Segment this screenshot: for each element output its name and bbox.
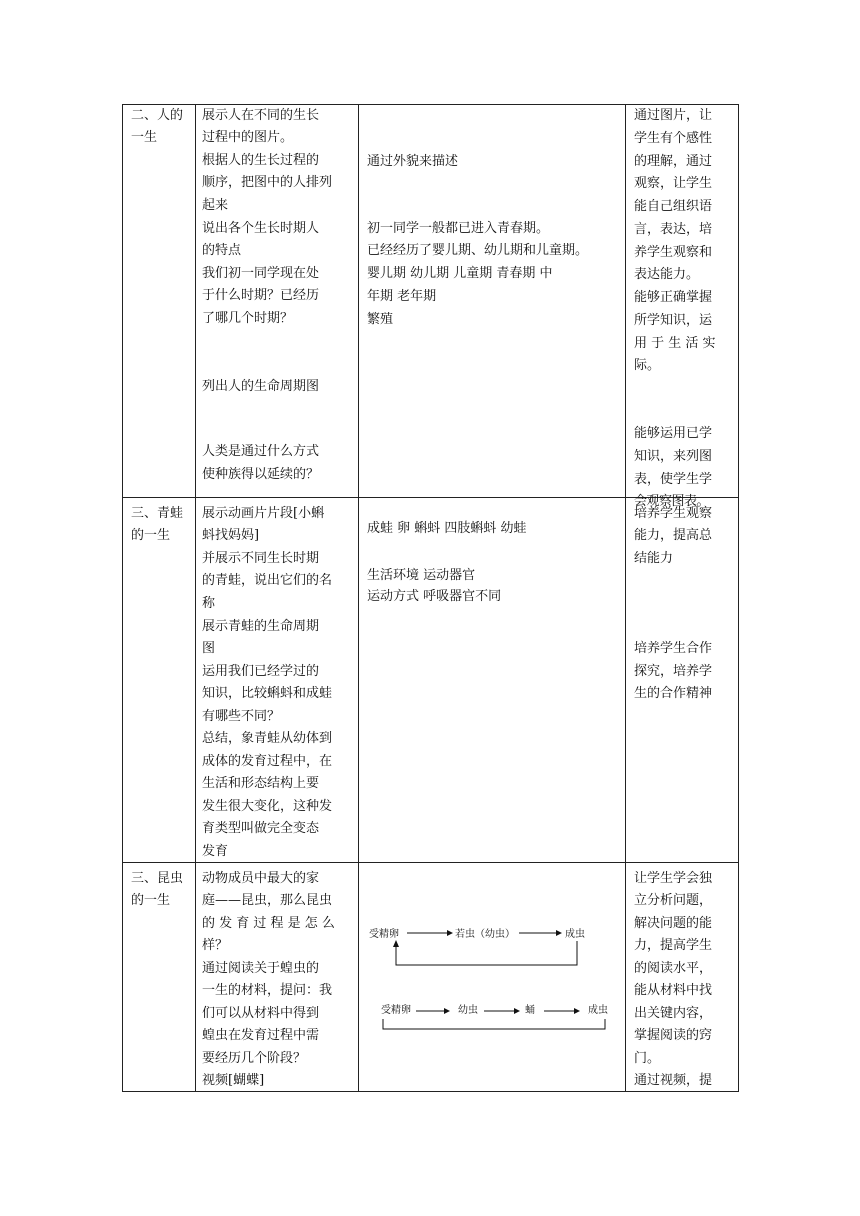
text-line: 过程中的图片。 xyxy=(202,130,294,145)
text-line: 通过视频，提 xyxy=(634,1073,713,1088)
text-line: 展示人在不同的生长 xyxy=(202,108,320,123)
insect-development-diagrams xyxy=(359,863,626,1091)
text-line: 培养学生合作 xyxy=(634,641,713,656)
text-line: 起来 xyxy=(202,198,229,213)
text-line: 有哪些不同？ xyxy=(202,709,281,724)
text-line: 能力，提高总 xyxy=(634,528,713,543)
text-line: 的理解，通过 xyxy=(634,154,713,169)
text-line: 际。 xyxy=(634,358,661,373)
text-line: 言，表达，培 xyxy=(634,222,713,237)
student-activity-cell xyxy=(359,863,626,1092)
arrow-head xyxy=(514,1008,520,1014)
arrow-head xyxy=(447,930,453,936)
text-line: 了哪几个时期？ xyxy=(202,311,294,326)
text-line: 已经经历了婴儿期、幼儿期和儿童期。 xyxy=(367,243,589,258)
text-line: 知识，比较蝌蚪和成蛙 xyxy=(202,686,333,701)
complete-metamorphosis-diagram xyxy=(381,1003,608,1029)
section-title: 三、青蛙 xyxy=(131,506,184,521)
text-line: 门。 xyxy=(634,1051,661,1066)
text-line: 动物成员中最大的家 xyxy=(202,871,320,886)
section-title: 三、昆虫 xyxy=(131,871,184,886)
text-line: 初一同学一般都已进入青春期。 xyxy=(367,221,550,236)
text-line: 学生有个感性 xyxy=(634,131,713,146)
stage-label: 蛹 xyxy=(525,1005,535,1016)
text-line: 生活和形态结构上要 xyxy=(202,776,320,791)
stage-label: 成虫 xyxy=(565,929,585,940)
text-line: 的特点 xyxy=(202,243,242,258)
arrow-head xyxy=(556,930,562,936)
text-line: 生活环境 运动器官 xyxy=(367,568,476,583)
text-line: 展示青蛙的生命周期 xyxy=(202,619,320,634)
text-line: 我们初一同学现在处 xyxy=(202,266,320,281)
text-line: 展示动画片片段[小蝌 xyxy=(202,506,325,521)
text-line: 观察，让学生 xyxy=(634,176,713,191)
text-line: 探究，培养学 xyxy=(634,664,713,679)
text-line: 的青蛙，说出它们的名 xyxy=(202,573,333,588)
section-cell xyxy=(123,105,196,498)
text-line: 能自己组织语 xyxy=(634,199,713,214)
text-line: 通过图片，让 xyxy=(634,108,713,123)
text-line: 能从材料中找 xyxy=(634,983,713,998)
stage-label: 成虫 xyxy=(588,1005,608,1016)
stage-label: 若虫（幼虫） xyxy=(455,929,515,940)
text-line: 要经历几个阶段？ xyxy=(202,1051,307,1066)
cycle-return-line xyxy=(383,1019,605,1029)
text-line: 立分析问题， xyxy=(634,893,713,908)
text-line: 称 xyxy=(202,596,216,611)
arrow-head xyxy=(444,1008,450,1014)
text-line: 庭——昆虫，那么昆虫 xyxy=(202,893,333,908)
text-line: 于什么时期？已经历 xyxy=(202,288,320,303)
text-line: 样？ xyxy=(202,938,229,953)
lesson-plan-table xyxy=(122,104,739,1092)
text-line: 培养学生观察 xyxy=(634,506,713,521)
section-cell xyxy=(123,863,196,1092)
text-line: 说出各个生长时期人 xyxy=(202,221,320,236)
text-line: 发生很大变化，这种发 xyxy=(202,799,333,814)
section-cell xyxy=(123,498,196,863)
text-line: 表达能力。 xyxy=(634,267,700,282)
text-line: 人类是通过什么方式 xyxy=(202,444,320,459)
text-line: 成体的发育过程中，在 xyxy=(202,754,333,769)
text-line: 用 于 生 活 实 xyxy=(634,336,716,351)
text-line: 生的合作精神 xyxy=(634,686,713,701)
stage-label: 幼虫 xyxy=(458,1005,478,1016)
text-line: 蝗虫在发育过程中需 xyxy=(202,1028,320,1043)
text-line: 繁殖 xyxy=(367,312,394,327)
table-row-human-life xyxy=(123,105,739,498)
text-line: 年期 老年期 xyxy=(367,289,437,304)
student-activity-cell xyxy=(359,105,626,498)
table-row-insect-life xyxy=(123,863,739,1092)
text-line: 能够正确掌握 xyxy=(634,290,713,305)
text-line: 育类型叫做完全变态 xyxy=(202,821,320,836)
text-line: 蚪找妈妈] xyxy=(202,528,260,543)
section-title: 二、人的 xyxy=(131,108,184,123)
section-title: 的一生 xyxy=(131,893,171,908)
section-title: 一生 xyxy=(131,130,158,145)
text-line: 成蛙 卵 蝌蚪 四肢蝌蚪 幼蛙 xyxy=(367,521,527,536)
incomplete-metamorphosis-diagram xyxy=(369,927,585,965)
section-title: 的一生 xyxy=(131,528,171,543)
stage-label: 受精卵 xyxy=(369,929,399,940)
text-line: 的阅读水平， xyxy=(634,961,713,976)
text-line: 会观察图表。 xyxy=(634,494,710,509)
text-line: 所学知识，运 xyxy=(634,313,713,328)
text-line: 发育 xyxy=(202,844,229,859)
text-line: 视频[蝴蝶] xyxy=(202,1073,265,1088)
text-line: 使种族得以延续的？ xyxy=(202,467,320,482)
text-line: 解决问题的能 xyxy=(634,916,713,931)
text-line: 掌握阅读的窍 xyxy=(634,1028,713,1043)
text-line: 婴儿期 幼儿期 儿童期 青春期 中 xyxy=(367,266,553,281)
text-line: 表，使学生学 xyxy=(634,472,713,487)
design-intent-cell xyxy=(626,863,739,1092)
text-line: 顺序，把图中的人排列 xyxy=(202,175,333,190)
text-line: 通过外貌来描述 xyxy=(367,154,459,169)
text-line: 根据人的生长过程的 xyxy=(202,153,320,168)
design-intent-cell xyxy=(626,498,739,863)
text-line: 图 xyxy=(202,641,216,656)
text-line: 总结，象青蛙从幼体到 xyxy=(202,731,333,746)
teacher-activity-cell xyxy=(196,863,359,1092)
text-line: 能够运用已学 xyxy=(634,426,713,441)
arrow-head xyxy=(393,940,399,947)
text-line: 让学生学会独 xyxy=(634,871,713,886)
teacher-activity-cell xyxy=(196,498,359,863)
student-activity-cell xyxy=(359,498,626,863)
stage-label: 受精卵 xyxy=(381,1005,411,1016)
design-intent-cell xyxy=(626,105,739,509)
cycle-return-line xyxy=(396,941,577,965)
text-line: 的 发 育 过 程 是 怎 么 xyxy=(202,916,335,931)
text-line: 列出人的生命周期图 xyxy=(202,379,320,394)
text-line: 通过阅读关于蝗虫的 xyxy=(202,961,320,976)
text-line: 力，提高学生 xyxy=(634,938,713,953)
text-line: 运用我们已经学过的 xyxy=(202,664,320,679)
table-row-frog-life xyxy=(123,498,739,863)
text-line: 结能力 xyxy=(634,551,674,566)
teacher-activity-cell xyxy=(196,105,359,498)
text-line: 一生的材料，提问：我 xyxy=(202,983,333,998)
text-line: 出关键内容， xyxy=(634,1006,713,1021)
text-line: 们可以从材料中得到 xyxy=(202,1006,320,1021)
text-line: 养学生观察和 xyxy=(634,245,713,260)
text-line: 并展示不同生长时期 xyxy=(202,551,320,566)
arrow-head xyxy=(574,1008,580,1014)
text-line: 知识，来列图 xyxy=(634,449,713,464)
text-line: 运动方式 呼吸器官不同 xyxy=(367,589,502,604)
